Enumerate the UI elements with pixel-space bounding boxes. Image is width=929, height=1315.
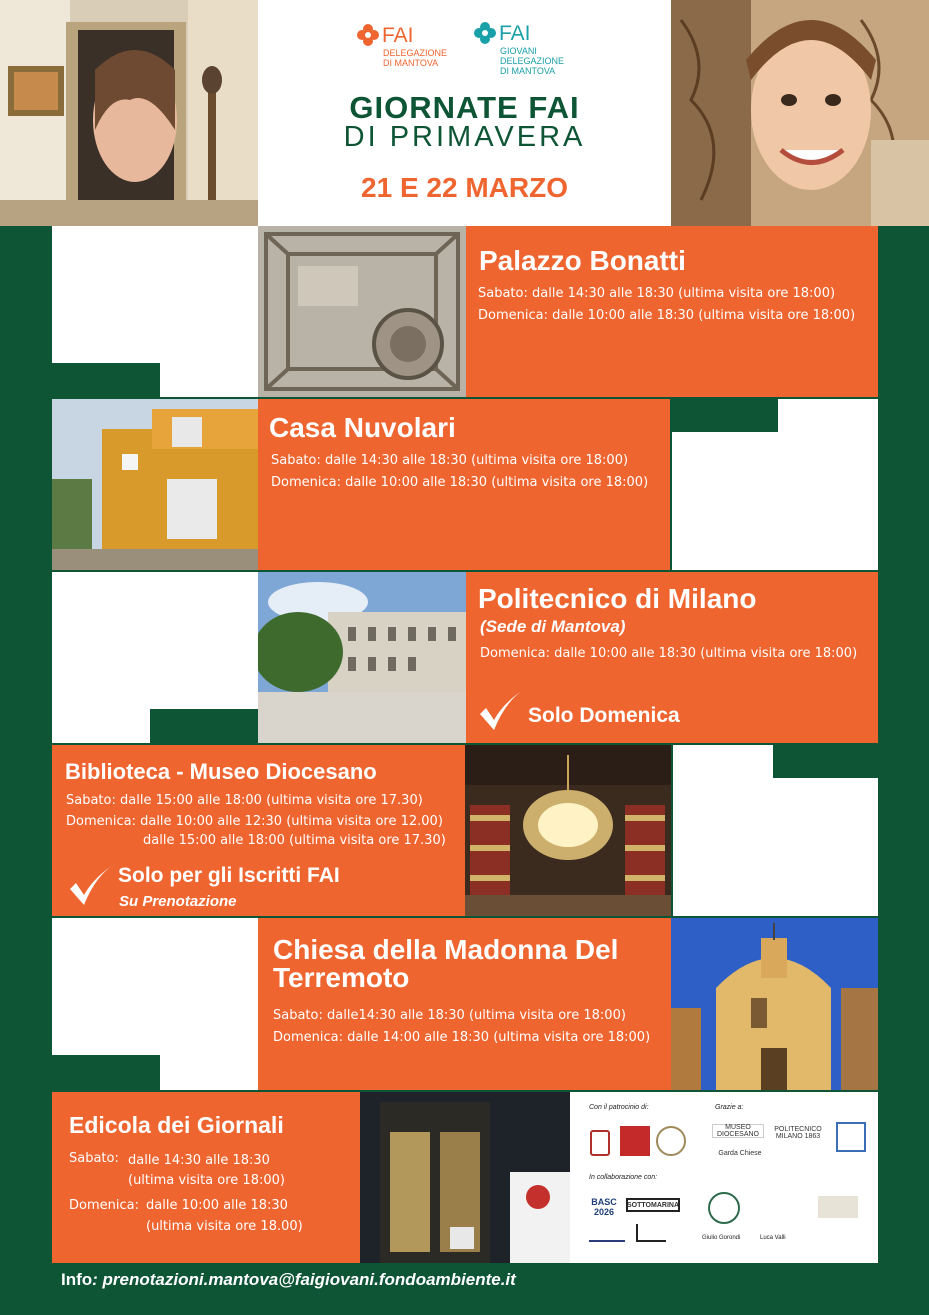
ae-logo <box>767 1196 793 1220</box>
venue-card-chiesa <box>258 918 671 1090</box>
m-logo <box>589 1228 625 1242</box>
event-title-line1: GIORNATE FAI <box>349 90 580 125</box>
b-seal-logo <box>708 1192 740 1224</box>
edicola-photo <box>360 1092 570 1263</box>
checkmark-icon <box>66 861 118 913</box>
gorondi-label: Giulio Gorondi <box>702 1235 741 1241</box>
sottomarina-logo: SOTTOMARINA <box>626 1198 680 1212</box>
av-logo <box>636 1224 666 1242</box>
fai-youth-label: FAI <box>499 22 531 45</box>
delegation-label: DELEGAZIONE DI MANTOVA <box>383 48 448 68</box>
fai-logo <box>357 22 457 72</box>
venue-card-palazzo-bonatti <box>466 226 878 397</box>
checkmark-icon <box>476 686 528 738</box>
venue-title: Edicola dei Giornali <box>69 1112 284 1138</box>
garda-chiese-logo: Garda Chiese <box>718 1149 762 1157</box>
chiesa-photo <box>671 918 878 1090</box>
venue-subtitle: (Sede di Mantova) <box>480 617 626 636</box>
casa-nuvolari-photo <box>52 399 258 570</box>
decor-block <box>673 778 878 916</box>
venue-title: Politecnico di Milano <box>478 583 757 614</box>
fai-youth-flower-icon <box>474 22 496 44</box>
venue-hours-sun: Domenica: dalle 10:00 alle 18:30 (ultima visita ore 18:00) <box>478 308 856 323</box>
venue-note: Solo Domenica <box>528 704 680 727</box>
seal-logo <box>656 1126 686 1156</box>
museo-diocesano-logo: MUSEO DIOCESANO <box>712 1124 764 1138</box>
venue-hours-sat-note: (ultima visita ore 18:00) <box>128 1173 285 1188</box>
venue-card-biblioteca <box>52 745 465 916</box>
venue-hours-sun: Domenica: dalle 10:00 alle 18:30 (ultima visita ore 18:00) <box>271 475 649 490</box>
venue-title-line2: Terremoto <box>273 962 410 993</box>
event-title-line2: DI PRIMAVERA <box>343 121 586 153</box>
venue-note-sub: Su Prenotazione <box>119 893 237 910</box>
venue-hours-sat: Sabato: dalle 15:00 alle 18:00 (ultima visita ore 17.30) <box>66 793 423 808</box>
venue-card-casa-nuvolari <box>258 399 670 570</box>
manzoni-logo <box>818 1196 858 1218</box>
venue-title: Palazzo Bonatti <box>479 245 686 276</box>
venue-hours-sat: Sabato: dalle 14:30 alle 18:30 (ultima visita ore 18:00) <box>478 286 836 301</box>
decor-block <box>673 745 773 778</box>
decor-block <box>52 572 258 709</box>
venue-hours-sun-afternoon: dalle 15:00 alle 18:00 (ultima visita ore 17.30) <box>143 833 446 848</box>
fai-flower-icon <box>357 24 379 46</box>
palazzo-bonatti-photo <box>258 226 466 397</box>
venue-sat-label: Sabato: <box>69 1151 119 1166</box>
decor-block <box>52 709 150 743</box>
info-label: Info <box>61 1270 93 1289</box>
ilrio-logo <box>836 1122 866 1152</box>
collab-label: In collaborazione con: <box>589 1174 658 1181</box>
decor-block <box>52 226 258 363</box>
basc-logo: BASC 2026 <box>591 1197 617 1217</box>
politecnico-photo <box>258 572 466 743</box>
venue-note: Solo per gli Iscritti FAI <box>118 864 340 887</box>
venue-hours-sat: dalle 14:30 alle 18:30 <box>128 1153 270 1168</box>
event-dates: 21 E 22 MARZO <box>361 172 568 203</box>
venue-hours-sat: Sabato: dalle 14:30 alle 18:30 (ultima visita ore 18:00) <box>271 453 629 468</box>
venue-hours-sun: dalle 10:00 alle 18:30 <box>146 1198 288 1213</box>
decor-block <box>160 1055 258 1090</box>
venue-title: Biblioteca - Museo Diocesano <box>65 759 377 784</box>
venue-card-politecnico <box>466 572 878 743</box>
youth-delegation-label: GIOVANI DELEGAZIONE DI MANTOVA <box>500 46 565 76</box>
venue-hours-sun: Domenica: dalle 10:00 alle 12:30 (ultima visita ore 12.00) <box>66 814 443 829</box>
patronage-label: Con il patrocinio di: <box>589 1104 649 1111</box>
venue-hours-sun: Domenica: dalle 14:00 alle 18:30 (ultima visita ore 18:00) <box>273 1030 651 1045</box>
decor-block <box>52 918 258 1055</box>
politecnico-logo: POLITECNICO MILANO 1863 <box>774 1126 822 1140</box>
venue-hours-sun: Domenica: dalle 10:00 alle 18:30 (ultima visita ore 18:00) <box>480 646 858 661</box>
decor-block <box>778 399 878 432</box>
sponsors-panel <box>570 1092 878 1263</box>
valli-label: Luca Valli <box>760 1235 786 1241</box>
fai-label: FAI <box>382 24 414 47</box>
comune-logo <box>590 1130 610 1156</box>
venue-sun-label: Domenica: <box>69 1198 139 1213</box>
decor-block <box>672 432 878 570</box>
thanks-label: Grazie a: <box>715 1104 744 1111</box>
mantova-logo <box>620 1126 650 1156</box>
venue-hours-sun-note: (ultima visita ore 18.00) <box>146 1219 303 1234</box>
venue-title-line1: Chiesa della Madonna Del <box>273 934 619 965</box>
fai-youth-logo <box>474 22 584 82</box>
venue-card-edicola <box>52 1092 360 1263</box>
footer-info <box>61 1270 516 1290</box>
venue-title: Casa Nuvolari <box>269 412 456 443</box>
venue-hours-sat: Sabato: dalle14:30 alle 18:30 (ultima visita ore 18:00) <box>273 1008 626 1023</box>
header-photo-left <box>0 0 258 226</box>
info-email[interactable]: : prenotazioni.mantova@faigiovani.fondoambiente.it <box>92 1270 516 1289</box>
header-photo-right <box>671 0 929 226</box>
biblioteca-photo <box>465 745 671 916</box>
decor-block <box>160 363 258 397</box>
